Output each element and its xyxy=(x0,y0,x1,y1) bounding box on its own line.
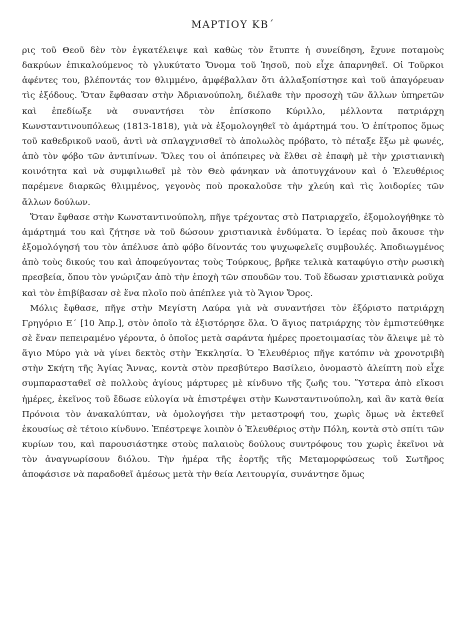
paragraph-3: Μόλις ἔφθασε, πῆγε στὴν Μεγίστη Λαύρα γιὰ νὰ συναντήσει τὸν ἐξόριστο πατριάρχη Γρηγόριο Ε΄ [10 Ἀπρ.], στὸν ὁποῖο τὰ ἐξιστόρησε ὅλα. Ὁ ἅγιος πατριάρχης τὸν ἐμπιστεύθηκε σὲ ἕναν πεπειραμένο γέροντα, ὁ ὁποῖος μετὰ σαράντα ἡμέρες προετοιμασίας τὸν ἄλειψε μὲ τὸ ἅγιο Μύρο γιὰ νὰ γίνει δεκτὸς στὴν Ἐκκλησία. Ὁ Ἐλευθέριος πῆγε κατόπιν νὰ χρονοτριβὴ στὴν Σκήτη τῆς Ἁγίας Ἄννας, κοντὰ στὸν πρεσβύτερο Βασίλειο, ὀνομαστὸ ἀλείπτη ποὺ εἶχε συμπαρασταθεῖ σὲ πολλοὺς ἁγίους μάρτυρες μὲ κίνδυνο τῆς ζωῆς του. Ὕστερα ἀπὸ εἴκοσι ἡμέρες, ἐκεῖνος τοῦ ἔδωσε εὐλογία νὰ ἐπιστρέψει στὴν Κωνσταντινούπολη, καὶ ἂν κατὰ θεία Πρόνοια τὸν ἀνακαλύπταν, νὰ ὁμολογήσει τὴν μεταστροφή του, χωρὶς ὅμως νὰ ἐκτεθεῖ ἑκουσίως σὲ τέτοιο κίνδυνο. Ἐπέστρεψε λοιπὸν ὁ Ἐλευθέριος στὴν Πόλη, κοντὰ στὸ σπίτι τῶν κυρίων του, καὶ παρουσιάστηκε στοὺς παλαιοὺς δούλους συντρόφους του χωρὶς ἐκεῖνοι νὰ τὸν ἀναγνωρίσουν διόλου. Τὴν ἡμέρα τῆς ἑορτῆς τῆς Μεταμορφώσεως τοῦ Σωτῆρος ἀποφάσισε νὰ παραδοθεῖ ἀμέσως μετὰ τὴν θεία Λειτουργία, συνάντησε ὅμως xyxy=(22,303,444,481)
body-text xyxy=(22,44,444,484)
paragraph-2: Ὅταν ἔφθασε στὴν Κωνσταντινούπολη, πῆγε τρέχοντας στὸ Πατριαρχεῖο, ἐξομολογήθηκε τὸ ἁμάρτημά του καὶ ζήτησε νὰ τοῦ δώσουν χριστιανικὰ ἐνδύματα. Ὁ ἱερέας ποὺ ἄκουσε τὴν ἐξομολόγησή του τὸν ἀπέλυσε ἀπὸ φόβο δίνοντάς του ψυχωφελεῖς συμβουλές. Ἀποδιωγμένος ἀπὸ τοὺς δικούς του καὶ ἀποφεύγοντας τοὺς Τούρκους, βρῆκε τελικὰ καταφύγιο στὴν ρωσικὴ πρεσβεία, ὅπου τὸν γνώριζαν ἀπὸ τὴν ἐποχὴ τῶν σπουδῶν του. Τοῦ ἔδωσαν χριστιανικὰ ροῦχα καὶ τὸν ἐπιβίβασαν σὲ ἕνα πλοῖο ποὺ ἀπέπλεε γιὰ τὸ Ἅγιον Ὄρος. xyxy=(22,212,444,299)
running-header: ΜΑΡΤΙΟΥ ΚΒ΄ xyxy=(191,20,275,31)
paragraph-1: ρις τοῦ Θεοῦ δὲν τὸν ἐγκατέλειψε καὶ καθὼς τὸν ἔτυπτε ἡ συνείδηση, ἔχυνε ποταμοὺς δακρύων ἐπικαλούμενος τὸ γλυκύτατο Ὄνομα τοῦ Ἰησοῦ, ποὺ εἶχε ἀπαρνηθεῖ. Οἱ Τοῦρκοι ἀφέντες του, βλέποντάς τον θλιμμένο, ἀμφέβαλλαν ὅτι ἀλλαξοπίστησε καὶ τοῦ ἀπαγόρευαν τὶς ἐξόδους. Ὅταν ἔφθασαν στὴν Ἀδριανούπολη, διέλαθε τὴν προσοχὴ τῶν ἄλλων ὑπηρετῶν καὶ ἐπεδίωξε νὰ συναντήσει τὸν ἐπίσκοπο Κύριλλο, μέλλοντα πατριάρχη Κωνσταντινουπόλεως (1813-1818), γιὰ νὰ ἐξομολογηθεῖ τὸ ἁμάρτημά του. Ὁ ἐπίτροπος ὅμως τοῦ καθεδρικοῦ ναοῦ, ἀντὶ νὰ σπλαγχνισθεῖ τὸ ἀπολωλὸς πρόβατο, τὸ πέταξε ἔξω μὲ φωνές, ἀπὸ τὸν φόβο τῶν ἀντιπίνων. Ὅλες του οἱ ἀπόπειρες νὰ ἔλθει σὲ ἐπαφὴ μὲ τὴν χριστιανικὴ κοινότητα καὶ νὰ συμφιλιωθεῖ μὲ τὸν Θεὸ φάνηκαν νὰ ἀποτυγχάνουν καὶ ὁ Ἐλευθέριος παρέμενε διαρκῶς θλιμμένος, γεγονὸς ποὺ προκαλοῦσε τὴν χλεύη καὶ τὶς λοιδορίες τῶν ἄλλων δούλων. xyxy=(22,46,444,208)
